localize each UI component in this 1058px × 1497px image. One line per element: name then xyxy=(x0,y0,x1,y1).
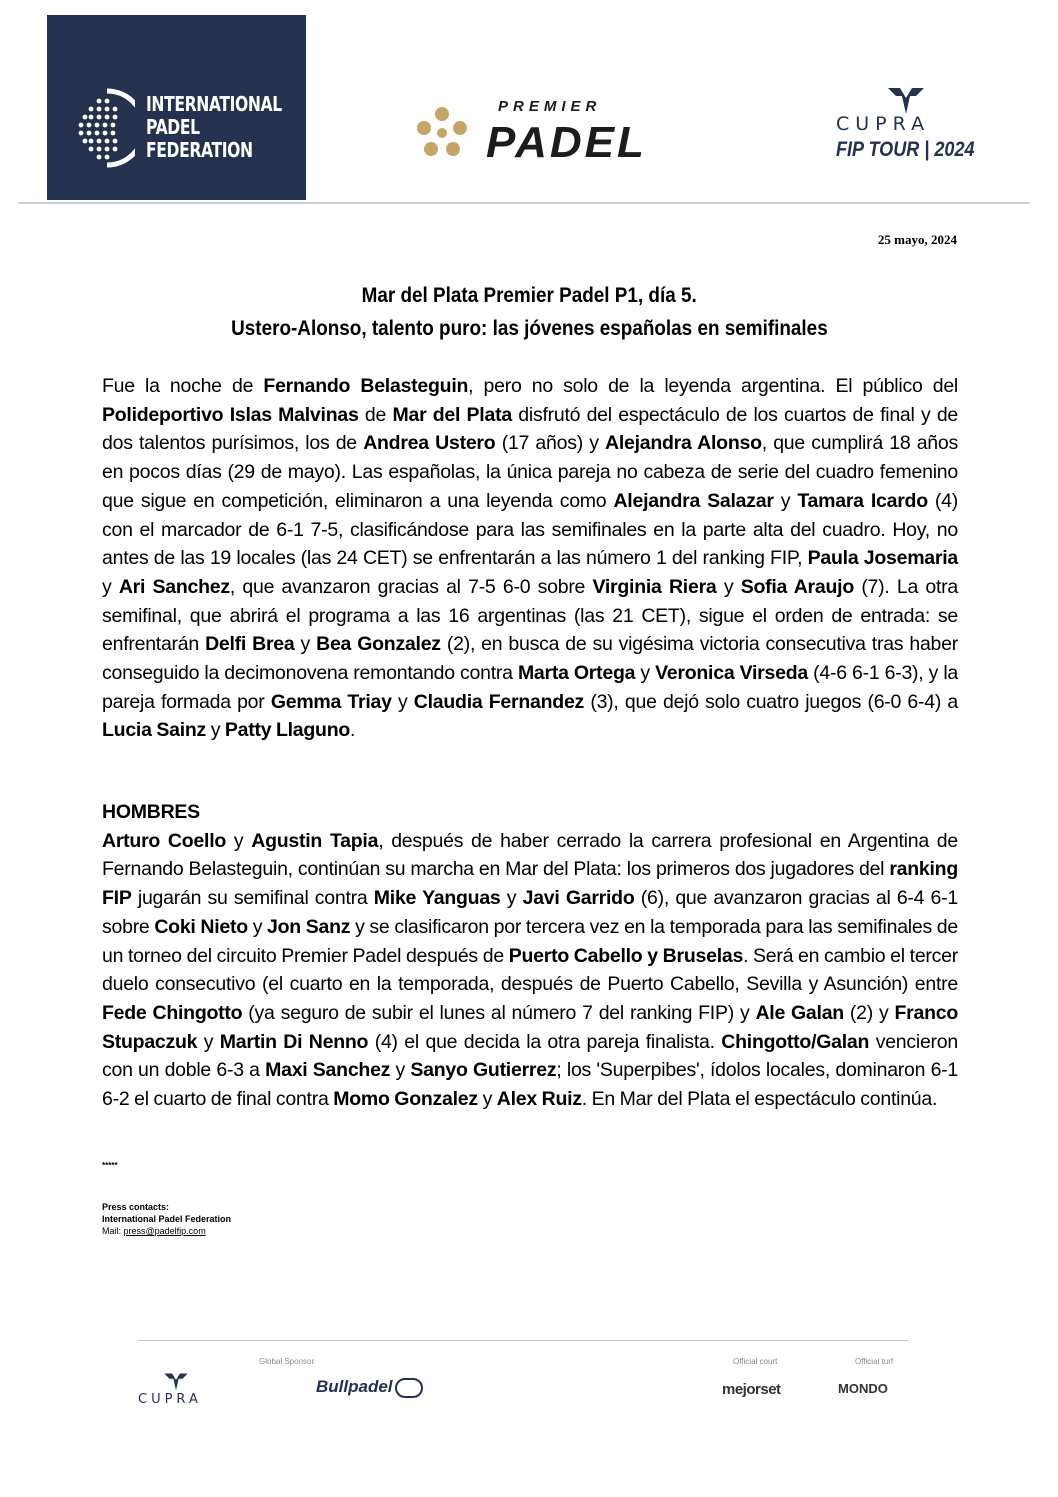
text-run: (3), que dejó solo cuatro juegos (6-0 6-4) a xyxy=(584,690,958,713)
cupra-emblem-icon xyxy=(886,86,926,116)
text-run: y xyxy=(773,489,798,512)
contacts-label: Press contacts: xyxy=(102,1202,170,1212)
men-section xyxy=(102,798,958,1114)
text-run: . En Mar del Plata el espectáculo continúa. xyxy=(581,1088,938,1111)
bullpadel-ring-icon xyxy=(395,1378,423,1398)
men-paragraph xyxy=(102,827,958,1114)
name-highlight: Fede Chingotto xyxy=(102,1001,243,1024)
section-heading: HOMBRES xyxy=(102,801,200,823)
text-run: disfrutó del espectáculo de los cuartos de final y de dos talentos purísimos, los de xyxy=(102,403,959,455)
name-highlight: Andrea Ustero xyxy=(363,432,496,455)
name-highlight: Puerto Cabello y Bruselas xyxy=(508,944,744,967)
text-run: (4) el que decida la otra pareja finalista. xyxy=(368,1030,722,1053)
text-run: , que avanzaron gracias al 7-5 6-0 sobre xyxy=(229,575,593,598)
premier-padel-logo xyxy=(414,94,704,170)
text-run: . xyxy=(350,719,356,742)
title-line-2-text: Ustero-Alonso, talento puro: las jóvenes españolas en semifinales xyxy=(230,317,828,340)
global-sponsor-label: Global Sponsor xyxy=(259,1357,315,1366)
text-run: (17 años) y xyxy=(495,432,605,455)
text-run: . Será en cambio el tercer duelo consecutivo (el cuarto en la temporada, después de Puerto Cabello, Sevilla y Asunción) entre xyxy=(102,944,958,996)
ipf-line-1: INTERNATIONAL xyxy=(146,92,282,116)
text-run: y xyxy=(206,719,225,742)
name-highlight: ranking FIP xyxy=(102,858,958,910)
text-run: (ya seguro de subir el lunes al número 7 del ranking FIP) y xyxy=(242,1001,756,1024)
text-run: y xyxy=(294,633,317,656)
text-run: jugarán su semifinal contra xyxy=(131,887,374,910)
bullpadel-word: Bullpadel xyxy=(316,1377,393,1396)
name-highlight: Coki Nieto xyxy=(154,915,248,938)
footer-mondo-logo: MONDO xyxy=(838,1381,888,1396)
name-highlight: Alejandra Salazar xyxy=(613,489,774,512)
name-highlight: Fernando Belasteguin xyxy=(263,375,469,397)
ipf-line-2: PADEL xyxy=(146,115,200,139)
footer-mejorset-logo: mejorset xyxy=(722,1381,781,1398)
women-paragraph xyxy=(102,372,958,745)
name-highlight: Patty Llaguno xyxy=(224,719,351,742)
separator-stars: ***** xyxy=(102,1161,118,1170)
name-highlight: Claudia Fernandez xyxy=(413,690,585,713)
name-highlight: Sanyo Gutierrez xyxy=(410,1059,557,1082)
ipf-wordmark xyxy=(146,93,282,162)
text-run: y xyxy=(102,575,119,598)
press-date: 25 mayo, 2024 xyxy=(877,232,957,247)
text-run: y xyxy=(716,575,741,598)
text-run: (4) con el marcador de 6-1 7-5, clasificándose para las semifinales en la parte alta del cuadro. Hoy, no antes de las 19 locales (las 24 CET) se enfrentarán a las número 1 del ranking FIP, xyxy=(102,489,959,570)
footer-divider xyxy=(138,1340,908,1341)
footer-cupra-emblem-icon xyxy=(163,1372,189,1392)
official-turf-label: Official turf xyxy=(855,1357,894,1366)
text-run: y xyxy=(391,690,414,713)
text-run: y xyxy=(247,915,268,938)
name-highlight: Paula Josemaria xyxy=(807,547,958,570)
mail-link[interactable]: press@padelfip.com xyxy=(123,1226,206,1236)
text-run: de xyxy=(358,403,393,426)
premier-word: PREMIER xyxy=(498,98,602,115)
name-highlight: Virginia Riera xyxy=(592,575,717,598)
cupra-fip-tour-logo xyxy=(832,86,982,168)
name-highlight: Agustin Tapia xyxy=(251,829,379,852)
footer-bullpadel-logo xyxy=(316,1377,423,1398)
name-highlight: Gemma Triay xyxy=(270,690,392,713)
text-run: (2) y xyxy=(843,1001,895,1024)
text-run: (6), que avanzaron gracias al 6-4 6-1 sobre xyxy=(102,887,958,938)
text-run: y xyxy=(477,1088,497,1111)
text-run: y xyxy=(197,1030,220,1053)
text-run: ; los 'Superpibes', ídolos locales, dominaron 6-1 6-2 el cuarto de final contra xyxy=(102,1059,959,1111)
cupra-word: CUPRA xyxy=(836,113,931,135)
name-highlight: Chingotto/Galan xyxy=(721,1030,870,1053)
official-court-label: Official court xyxy=(733,1357,778,1366)
name-highlight: Ari Sanchez xyxy=(118,575,230,598)
text-run: y xyxy=(226,829,252,852)
name-highlight: Delfi Brea xyxy=(205,633,295,656)
text-run: (7). La otra semifinal, que abrirá el programa a las 16 argentinas (las 21 CET), sigue el orden de entrada: se enfrentarán xyxy=(102,575,959,656)
text-run: , después de haber cerrado la carrera profesional en Argentina de Fernando Belasteguin, continúan su marcha en Mar del Plata: los primeros dos jugadores del xyxy=(102,829,958,881)
title-line-2 xyxy=(100,317,958,341)
press-contacts xyxy=(102,1201,231,1237)
footer-cupra-logo: CUPRA xyxy=(138,1392,202,1407)
name-highlight: Martin Di Nenno xyxy=(219,1030,369,1053)
name-highlight: Javi Garrido xyxy=(522,887,635,910)
name-highlight: Sofia Araujo xyxy=(740,575,854,598)
text-run: y xyxy=(500,887,523,910)
name-highlight: Lucia Sainz xyxy=(102,719,207,742)
name-highlight: Marta Ortega xyxy=(517,662,636,685)
text-run: (2), en busca de su vigésima victoria consecutiva tras haber conseguido la decimonovena remontando contra xyxy=(102,633,958,685)
name-highlight: Alejandra Alonso xyxy=(605,432,762,455)
name-highlight: Mar del Plata xyxy=(392,403,512,426)
name-highlight: Maxi Sanchez xyxy=(265,1059,391,1082)
contacts-mail-row xyxy=(102,1225,231,1237)
name-highlight: Bea Gonzalez xyxy=(316,633,441,656)
name-highlight: Veronica Virseda xyxy=(655,662,808,685)
ipf-line-3: FEDERATION xyxy=(146,138,253,162)
title-line-1-text: Mar del Plata Premier Padel P1, día 5. xyxy=(361,284,697,307)
name-highlight: Mike Yanguas xyxy=(373,887,501,910)
ipf-logo xyxy=(47,15,306,200)
text-run: (4-6 6-1 6-3), y la pareja formada por xyxy=(102,662,959,713)
text-run: y xyxy=(635,662,656,685)
premier-padel-flower-icon xyxy=(414,104,470,160)
name-highlight: Momo Gonzalez xyxy=(333,1088,478,1111)
mail-label: Mail: xyxy=(102,1226,124,1236)
text-run: y se clasificaron por tercera vez en la temporada para las semifinales de un torneo del circuito Premier Padel después de xyxy=(102,915,958,967)
name-highlight: Polideportivo Islas Malvinas xyxy=(102,403,359,426)
contacts-org: International Padel Federation xyxy=(102,1214,232,1224)
text-run: , pero no solo de la leyenda argentina. El público del xyxy=(468,375,959,397)
name-highlight: Tamara Icardo xyxy=(797,489,928,512)
text-run: Fue la noche de xyxy=(102,375,264,397)
name-highlight: Franco Stupaczuk xyxy=(102,1001,958,1053)
text-run: vencieron con un doble 6-3 a xyxy=(102,1030,958,1082)
title-line-1 xyxy=(100,284,958,308)
text-run: y xyxy=(390,1059,411,1082)
name-highlight: Alex Ruiz xyxy=(496,1088,582,1111)
ipf-ball-icon xyxy=(77,87,135,169)
fip-tour-label: FIP TOUR | 2024 xyxy=(836,138,975,161)
name-highlight: Arturo Coello xyxy=(102,829,227,852)
name-highlight: Ale Galan xyxy=(755,1001,844,1024)
name-highlight: Jon Sanz xyxy=(267,915,351,938)
text-run: , que cumplirá 18 años en pocos días (29 de mayo). Las españolas, la única pareja no cabeza de serie del cuadro femenino que sigue en competición, eliminaron a una leyenda como xyxy=(102,432,958,512)
footer-band xyxy=(100,1330,960,1412)
padel-word: PADEL xyxy=(486,118,647,167)
